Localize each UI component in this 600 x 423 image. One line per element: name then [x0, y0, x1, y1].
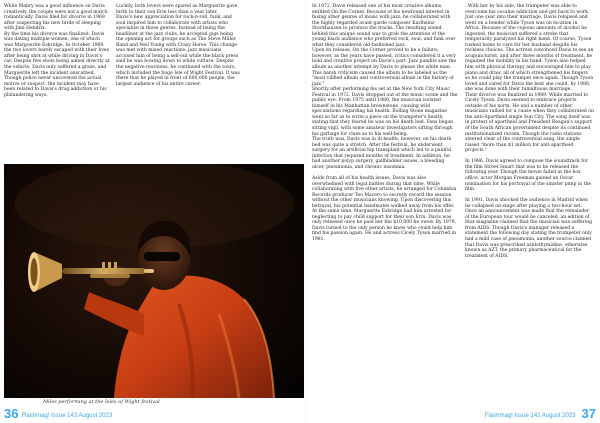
paragraph: Upon its release, On the Corner proved to be a failure; however, as the years have passed, critics considered it a very bold and creative project on Davis's part. Jazz pundits saw the album as another attempt by Davis to please the white man. This harsh criticism caused the album to be labeled as the "most vilified album and controversial album in the history of jazz.": [312, 48, 457, 87]
article-column-4: [465, 4, 594, 259]
trumpet-performance-photo: [4, 164, 304, 398]
paragraph: Aside from all of his health issues, Davis was also overwhelmed with legal battles during that time. While collaborating with five other artists, he arranged for Columbia Records producer Teo Macero to secretly record the session without the other musicians knowing. Upon discovering this betrayal, his potential bandmates walked away from his offer.: [312, 175, 457, 209]
photo-illustration: [4, 164, 304, 398]
article-column-3: [312, 4, 458, 243]
issue-label-left: Flashmag! Issue 143 August 2023: [21, 413, 113, 419]
paragraph: Their divorce was finalized in 1989. While married to Cicely Tyson, Davis seemed to embrace projects outside of his norm. He and a number of other musicians rallied for a cause when they collaborated on the anti-Apartheid single Sun City. The song itself was in protest of apartheid and President Reagan's support of the South African government despite its continued institutionalized racism. Though the radio stations steered clear of the controversial song, the single raised "more than $1 million for anti-apartheid projects.": [465, 92, 594, 154]
paragraph: While Mabry was a good influence on Davis creatively, the couple were not a good match romantically. Davis filed for divorce in 1969 after suspecting his new bride of sleeping with Jimi Hendrix.: [4, 4, 108, 32]
paragraph: The truth was, Davis was in ill-health; however, on his death bed was quite a stretch. After the festival, he underwent surgery for an artificial hip transplant which led to a painful infection that required months of treatment. In addition, he had another polyp surgery, gallbladder issues, a bleeding ulcer, pneumonia, and chronic insomnia.: [312, 137, 452, 170]
article-column-2: [116, 4, 240, 87]
paragraph: Shortly after performing his set at the New York City Music Festival in 1972, Davis dropped out of the music scene and the public eye. From 1975 until 1980, the musician isolated himself in his Manhattan brownstone, causing wild speculations regarding his health. Rolling Stone magazine went so far as to write a piece on the trumpeter's health, stating that they feared he was on his death bed. Fans began sitting vigil, with some amateur investigators sifting through his garbage for clues as to his well-being.: [312, 87, 458, 137]
paragraph: By the time his divorce was finalized, Davis was dating multiple women, one of which was Marguerite Eskridge. In October 1969, the two lovers barely escaped with their lives after being shot at while driving in Davis's car. Despite five shots being aimed directly at the vehicle, Davis only suffered a graze, and Marguerite left the incident unscathed. Though police never uncovered the actual motive or suspect, the incident may have been related to Davis's drug addiction or his philandering ways.: [4, 31, 110, 98]
page-number-right: 37: [581, 406, 596, 421]
paragraph: Davis's new appreciation for rock-n-roll, funk, and soul inspired him to collaborate with artists who specialize in those genres. Instead of being the headliner at the jazz clubs, he accepted gigs being the opening act for groups such as The Steve Miller Band and Neil Young with Crazy Horse. This change was met with mixed reactions: jazz musicians accused him of being a sell-out while the black press said he was bowing down to white culture. Despite the negative reactions, he continued with the tours, which included the huge Isle of Wight Festival. It was there that he played in front of 600,000 people, the largest audience of his entire career.: [116, 15, 240, 87]
article-column-1: [4, 4, 110, 98]
paragraph: In 1972, Davis released one of his most creative albums, entitled On the Corner. Because of his newfound interest in fusing other genres of music with jazz, he collaborated with the highly regarded avant-garde composer Karlheinz Stockhausen to produce the tracks. The resulting sound behind this unique sound was to grab the attention of the young black audience who preferred rock, soul, and funk over what they considered old-fashioned jazz.: [312, 4, 456, 48]
paragraph: Luckily, both lovers were spared as Marguerite gave birth to their son Erin less than a year later.: [116, 4, 238, 15]
page-number-left: 36: [4, 406, 19, 421]
paragraph: In 1991, Davis shocked the audience in Madrid when he collapsed on-stage after playing a two-hour set. Once an announcement was made that the remainder of the European tour would be canceled, an edition of Star magazine claimed that the musician was suffering from AIDS. Though Davis's manager released a statement the following day stating the trumpeter only had a mild case of pneumonia, another source claimed that Davis was prescribed azidothymidine, otherwise known as AZT, the primary pharmaceutical for the treatment of AIDS.: [465, 198, 593, 259]
issue-label-right: Flashmag! Issue 142 August 2023: [484, 413, 576, 419]
paragraph: . With her by his side, the trumpeter was able to overcome his cocaine addiction and get back to work. Just one year into their marriage, Davis relapsed and went on a bender while Tyson was on location in Africa. Because of the copious amounts of alcohol he ingested, the musician suffered a stroke that temporarily paralyzed his right hand. Of course, Tyson rushed home to care for her husband despite his reckless choices. The actress convinced Davis to see an acupuncturist, and after three months of treatment, he regained the mobility in his hand. Tyson also helped him with physical therapy and encouraged him to play piano and draw, all of which strengthened his fingers so he could play the trumpet once again. Though Tyson loved and cared for Davis the best she could, by 1988, she was done with their tumultuous marriage.: [465, 4, 594, 93]
right-page-footer: [485, 407, 596, 420]
page-gutter: [305, 0, 306, 423]
left-page-footer: [4, 407, 112, 420]
paragraph: In 1986, Davis agreed to compose the soundtrack for the film Street Smart that was to be released the following year. Though the movie failed at the box office, actor Morgan Freeman gained an Oscar nomination for his portrayal of the sinister pimp in the film.: [465, 159, 592, 193]
paragraph: At the same time, Marguerite Eskridge had him arrested for neglecting to pay child support for their son Erin. Davis was only released once he paid her the $10,000 he owed. By 1979, Davis turned to the only person he knew who could help him find his passion again. He and actress Cicely Tyson married in 1981.: [312, 209, 457, 242]
photo-caption: Miles performing at the Isles of Wight festival: [43, 399, 160, 405]
